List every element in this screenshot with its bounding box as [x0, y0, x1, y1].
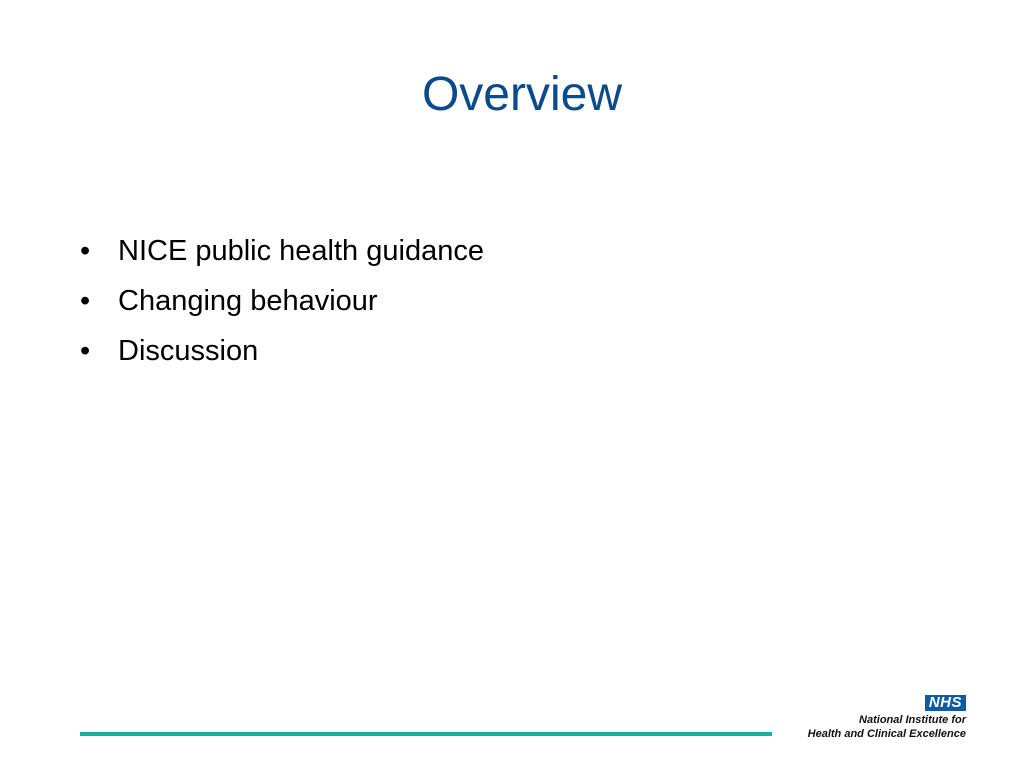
- footer-divider: [80, 732, 772, 736]
- bullet-item: [80, 276, 484, 326]
- slide-title: Overview: [421, 68, 623, 121]
- logo-line-1: National Institute for: [859, 714, 966, 726]
- bullet-marker: •: [80, 285, 91, 317]
- logo-line-2: Health and Clinical Excellence: [807, 728, 966, 740]
- bullet-list: [80, 226, 484, 376]
- bullet-item: [80, 326, 484, 376]
- bullet-marker: •: [80, 235, 91, 267]
- bullet-item: [80, 226, 484, 276]
- bullet-text: Discussion: [118, 335, 259, 367]
- nhs-logo-badge: NHS: [925, 695, 966, 711]
- nice-logo: [806, 694, 966, 741]
- bullet-marker: •: [80, 335, 91, 367]
- bullet-text: Changing behaviour: [118, 285, 378, 317]
- bullet-text: NICE public health guidance: [118, 235, 484, 267]
